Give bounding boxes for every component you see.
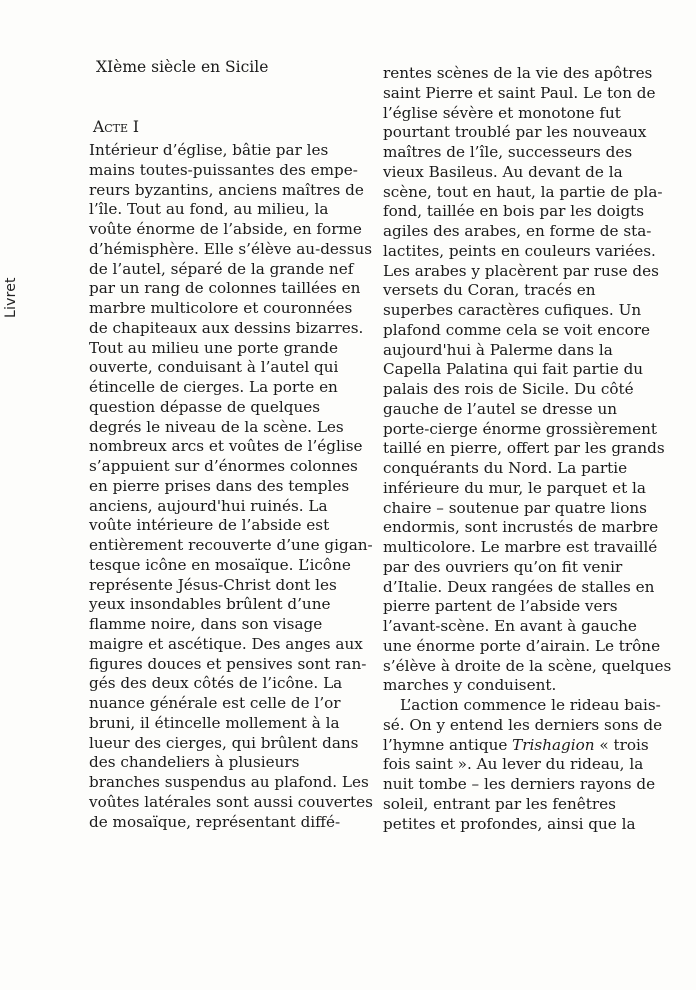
text-line: L’action commence le rideau bais- xyxy=(400,696,661,714)
text-line: voûte intérieure de l’abside est xyxy=(89,516,330,535)
text-line: ouverte, conduisant à l’autel qui xyxy=(89,358,339,377)
text-line: multicolore. Le marbre est travaillé xyxy=(383,538,658,556)
text-line: marbre multicolore et couronnées xyxy=(89,299,353,317)
text-line: en pierre prises dans des temples xyxy=(89,476,350,495)
text-line: nombreux arcs et voûtes de l’église xyxy=(89,437,363,456)
right-column xyxy=(383,64,672,834)
text-line: lueur des cierges, qui brûlent dans xyxy=(89,733,359,752)
text-line: par un rang de colonnes taillées en xyxy=(89,279,361,298)
text-line: superbes caractères cufiques. Un xyxy=(383,301,642,319)
text-line: fois saint ». Au lever du rideau, la xyxy=(383,755,644,774)
text-line: Capella Palatina qui fait partie du xyxy=(383,360,644,379)
text-line: degrés le niveau de la scène. Les xyxy=(89,417,344,436)
text-line: par des ouvriers qu’on fit venir xyxy=(383,557,623,576)
text-line: taillé en pierre, offert par les grands xyxy=(383,439,665,458)
text-line: pourtant troublé par les nouveaux xyxy=(383,123,647,142)
text-line: l’île. Tout au fond, au milieu, la xyxy=(89,200,329,219)
text-line: gés des deux côtés de l’icône. La xyxy=(89,674,343,693)
text-line: plafond comme cela se voit encore xyxy=(383,320,651,339)
text-line: agiles des arabes, en forme de sta- xyxy=(383,222,652,240)
text-line: soleil, entrant par les fenêtres xyxy=(383,794,616,813)
text-line: lactites, peints en couleurs variées. xyxy=(383,241,656,260)
text-line: bruni, il étincelle mollement à la xyxy=(89,713,340,732)
text-line: palais des rois de Sicile. Du côté xyxy=(383,380,634,398)
act-title: Acte I xyxy=(93,118,140,136)
text-line: chaire – soutenue par quatre lions xyxy=(383,498,647,517)
text-line: maigre et ascétique. Des anges aux xyxy=(89,634,363,653)
text-line: étincelle de cierges. La porte en xyxy=(89,378,338,396)
text-line: versets du Coran, tracés en xyxy=(383,281,596,300)
text-line: entièrement recouverte d’une gigan- xyxy=(89,536,373,554)
text-line: de l’autel, séparé de la grande nef xyxy=(89,259,354,278)
text-line: fond, taillée en bois par les doigts xyxy=(383,202,645,221)
left-column xyxy=(89,141,373,832)
text-line: Les arabes y placèrent par ruse des xyxy=(383,261,659,280)
text-line: d’hémisphère. Elle s’élève au-dessus xyxy=(89,239,373,258)
text-line: l’hymne antique Trishagion « trois xyxy=(383,735,649,754)
side-label: Livret xyxy=(3,277,19,318)
text-line: flamme noire, dans son visage xyxy=(89,615,323,633)
text-line: reurs byzantins, anciens maîtres de xyxy=(89,180,364,199)
text-line: anciens, aujourd'hui ruinés. La xyxy=(89,496,328,515)
text-line: s’élève à droite de la scène, quelques xyxy=(383,656,672,675)
text-line: pierre partent de l’abside vers xyxy=(383,597,618,616)
text-line: vieux Basileus. Au devant de la xyxy=(383,162,623,181)
text-line: inférieure du mur, le parquet et la xyxy=(383,478,646,497)
text-line: de mosaïque, représentant diffé- xyxy=(89,812,341,831)
text-line: marches y conduisent. xyxy=(383,676,557,695)
text-line: voûtes latérales sont aussi couvertes xyxy=(89,792,373,811)
text-line: voûte énorme de l’abside, en forme xyxy=(89,220,362,238)
text-line: question dépasse de quelques xyxy=(89,397,321,416)
text-line: mains toutes-puissantes des empe- xyxy=(89,160,358,179)
text-line: nuit tombe – les derniers rayons de xyxy=(383,775,656,793)
text-line: scène, tout en haut, la partie de pla- xyxy=(383,182,663,201)
text-line: tesque icône en mosaïque. L’icône xyxy=(89,555,351,574)
subtitle: XIème siècle en Sicile xyxy=(96,58,269,76)
text-line: Intérieur d’église, bâtie par les xyxy=(89,141,329,159)
text-line: des chandeliers à plusieurs xyxy=(89,753,300,772)
text-line: rentes scènes de la vie des apôtres xyxy=(383,64,653,82)
text-line: s’appuient sur d’énormes colonnes xyxy=(89,457,358,475)
text-line: conquérants du Nord. La partie xyxy=(383,459,628,477)
text-line: l’église sévère et monotone fut xyxy=(383,103,621,122)
text-line: nuance générale est celle de l’or xyxy=(89,694,341,712)
text-line: figures douces et pensives sont ran- xyxy=(89,654,367,673)
text-line: porte-cierge énorme grossièrement xyxy=(383,419,657,438)
text-line: d’Italie. Deux rangées de stalles en xyxy=(383,577,655,596)
text-line: de chapiteaux aux dessins bizarres. xyxy=(89,318,364,337)
text-line: yeux insondables brûlent d’une xyxy=(89,595,331,614)
text-line: une énorme porte d’airain. Le trône xyxy=(383,636,661,655)
text-line: endormis, sont incrustés de marbre xyxy=(383,518,659,537)
text-line: l’avant-scène. En avant à gauche xyxy=(383,617,637,635)
text-line: gauche de l’autel se dresse un xyxy=(383,399,618,418)
text-line: branches suspendus au plafond. Les xyxy=(89,773,369,791)
text-line: sé. On y entend les derniers sons de xyxy=(383,715,663,734)
text-line: représente Jésus-Christ dont les xyxy=(89,575,337,594)
text-line: saint Pierre et saint Paul. Le ton de xyxy=(383,83,656,102)
text-line: Tout au milieu une porte grande xyxy=(89,338,338,357)
text-line: maîtres de l’île, successeurs des xyxy=(383,143,633,161)
text-line: aujourd'hui à Palerme dans la xyxy=(383,340,613,359)
text-line: petites et profondes, ainsi que la xyxy=(383,814,636,833)
